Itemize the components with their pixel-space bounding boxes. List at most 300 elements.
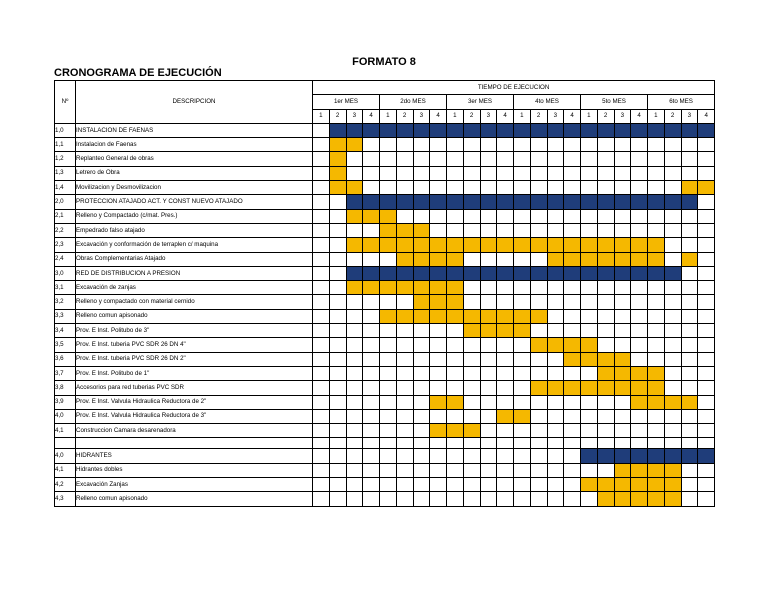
schedule-cell xyxy=(581,281,598,295)
phase-bar-cell xyxy=(346,123,363,137)
schedule-cell xyxy=(313,181,330,195)
schedule-cell xyxy=(313,352,330,366)
schedule-cell xyxy=(313,449,330,463)
schedule-cell xyxy=(664,438,681,449)
phase-bar-cell xyxy=(614,266,631,280)
week-header: 3 xyxy=(346,109,363,123)
phase-row xyxy=(55,123,715,137)
schedule-cell xyxy=(463,409,480,423)
schedule-cell xyxy=(581,324,598,338)
schedule-cell xyxy=(313,424,330,438)
schedule-cell xyxy=(698,352,715,366)
schedule-cell xyxy=(681,295,698,309)
item-description: Prov. E Inst. tuberia PVC SDR 26 DN 2" xyxy=(76,352,313,366)
week-header: 3 xyxy=(614,109,631,123)
schedule-cell xyxy=(681,338,698,352)
schedule-cell xyxy=(564,449,581,463)
schedule-cell xyxy=(597,309,614,323)
activity-bar-cell xyxy=(664,395,681,409)
activity-bar-cell xyxy=(447,295,464,309)
schedule-cell xyxy=(514,449,531,463)
week-header: 2 xyxy=(664,109,681,123)
schedule-cell xyxy=(329,324,346,338)
item-number: 3,2 xyxy=(55,295,76,309)
item-number: 3,6 xyxy=(55,352,76,366)
week-header: 2 xyxy=(597,109,614,123)
week-header: 1 xyxy=(648,109,665,123)
schedule-cell xyxy=(329,281,346,295)
schedule-cell xyxy=(329,492,346,506)
activity-row xyxy=(55,395,715,409)
activity-bar-cell xyxy=(430,424,447,438)
phase-bar-cell xyxy=(480,123,497,137)
schedule-cell xyxy=(497,463,514,477)
activity-bar-cell xyxy=(614,352,631,366)
activity-bar-cell xyxy=(648,381,665,395)
item-description: Accesorios para red tuberias PVC SDR xyxy=(76,381,313,395)
schedule-cell xyxy=(698,266,715,280)
schedule-cell xyxy=(581,295,598,309)
schedule-cell xyxy=(497,152,514,166)
item-description: Construccion Camara desarenadora xyxy=(76,424,313,438)
item-description: HIDRANTES xyxy=(76,449,313,463)
schedule-cell xyxy=(447,138,464,152)
schedule-cell xyxy=(413,338,430,352)
schedule-cell xyxy=(480,478,497,492)
schedule-cell xyxy=(313,138,330,152)
schedule-cell xyxy=(329,438,346,449)
schedule-cell xyxy=(413,395,430,409)
schedule-cell xyxy=(346,395,363,409)
phase-bar-cell xyxy=(497,266,514,280)
schedule-cell xyxy=(430,478,447,492)
item-description: Relleno comun apisonado xyxy=(76,492,313,506)
schedule-cell xyxy=(648,209,665,223)
schedule-cell xyxy=(698,138,715,152)
schedule-cell xyxy=(514,166,531,180)
schedule-cell xyxy=(313,438,330,449)
phase-bar-cell xyxy=(363,123,380,137)
schedule-cell xyxy=(597,138,614,152)
schedule-cell xyxy=(614,152,631,166)
schedule-cell xyxy=(648,438,665,449)
activity-bar-cell xyxy=(346,209,363,223)
schedule-cell xyxy=(363,366,380,380)
phase-bar-cell xyxy=(597,195,614,209)
schedule-cell xyxy=(547,295,564,309)
schedule-cell xyxy=(313,281,330,295)
phase-row xyxy=(55,195,715,209)
schedule-cell xyxy=(329,338,346,352)
schedule-cell xyxy=(597,295,614,309)
schedule-cell xyxy=(380,463,397,477)
schedule-cell xyxy=(313,123,330,137)
schedule-cell xyxy=(631,295,648,309)
activity-bar-cell xyxy=(597,478,614,492)
schedule-cell xyxy=(380,395,397,409)
schedule-cell xyxy=(547,438,564,449)
schedule-cell xyxy=(396,449,413,463)
schedule-cell xyxy=(648,324,665,338)
schedule-cell xyxy=(597,181,614,195)
schedule-cell xyxy=(664,309,681,323)
week-header: 1 xyxy=(447,109,464,123)
schedule-cell xyxy=(564,295,581,309)
schedule-cell xyxy=(480,492,497,506)
schedule-cell xyxy=(430,138,447,152)
item-description: Relleno y compactado con material cernido xyxy=(76,295,313,309)
item-description: Letrero de Obra xyxy=(76,166,313,180)
schedule-cell xyxy=(396,181,413,195)
schedule-cell xyxy=(430,209,447,223)
schedule-cell xyxy=(497,395,514,409)
week-header: 2 xyxy=(463,109,480,123)
schedule-cell xyxy=(463,395,480,409)
schedule-cell xyxy=(547,366,564,380)
schedule-cell xyxy=(380,352,397,366)
month-header: 6to MES xyxy=(648,95,715,109)
schedule-cell xyxy=(380,492,397,506)
schedule-cell xyxy=(380,438,397,449)
schedule-cell xyxy=(614,438,631,449)
phase-bar-cell xyxy=(413,266,430,280)
schedule-cell xyxy=(346,449,363,463)
schedule-cell xyxy=(363,478,380,492)
schedule-cell xyxy=(614,166,631,180)
schedule-cell xyxy=(329,381,346,395)
schedule-cell xyxy=(597,209,614,223)
schedule-cell xyxy=(380,138,397,152)
activity-row xyxy=(55,281,715,295)
item-number: 4,1 xyxy=(55,463,76,477)
header-row-time xyxy=(55,81,715,95)
schedule-cell xyxy=(480,338,497,352)
schedule-cell xyxy=(413,166,430,180)
activity-bar-cell xyxy=(380,223,397,237)
schedule-cell xyxy=(363,295,380,309)
phase-bar-cell xyxy=(447,195,464,209)
item-description: Prov. E Inst. tuberia PVC SDR 26 DN 4" xyxy=(76,338,313,352)
schedule-cell xyxy=(463,438,480,449)
item-number: 3,5 xyxy=(55,338,76,352)
schedule-cell xyxy=(480,366,497,380)
schedule-cell xyxy=(346,478,363,492)
schedule-cell xyxy=(380,366,397,380)
schedule-cell xyxy=(597,223,614,237)
schedule-cell xyxy=(346,324,363,338)
schedule-cell xyxy=(698,438,715,449)
phase-bar-cell xyxy=(631,266,648,280)
activity-bar-cell xyxy=(447,252,464,266)
schedule-cell xyxy=(430,324,447,338)
schedule-cell xyxy=(648,223,665,237)
phase-bar-cell xyxy=(346,266,363,280)
activity-bar-cell xyxy=(396,309,413,323)
phase-bar-cell xyxy=(480,195,497,209)
schedule-cell xyxy=(581,181,598,195)
schedule-cell xyxy=(564,438,581,449)
schedule-cell xyxy=(614,338,631,352)
schedule-cell xyxy=(363,463,380,477)
schedule-cell xyxy=(497,209,514,223)
activity-bar-cell xyxy=(597,381,614,395)
activity-bar-cell xyxy=(480,309,497,323)
schedule-cell xyxy=(447,438,464,449)
activity-bar-cell xyxy=(396,281,413,295)
schedule-cell xyxy=(413,478,430,492)
schedule-cell xyxy=(564,209,581,223)
schedule-cell xyxy=(514,152,531,166)
schedule-cell xyxy=(664,238,681,252)
schedule-cell xyxy=(530,209,547,223)
schedule-cell xyxy=(346,223,363,237)
schedule-cell xyxy=(698,463,715,477)
item-number: 1,3 xyxy=(55,166,76,180)
phase-bar-cell xyxy=(413,195,430,209)
phase-bar-cell xyxy=(597,449,614,463)
schedule-cell xyxy=(597,395,614,409)
schedule-cell xyxy=(681,209,698,223)
schedule-cell xyxy=(480,281,497,295)
schedule-cell xyxy=(463,449,480,463)
activity-bar-cell xyxy=(581,352,598,366)
schedule-cell xyxy=(497,295,514,309)
phase-bar-cell xyxy=(631,195,648,209)
phase-bar-cell xyxy=(430,266,447,280)
schedule-cell xyxy=(346,366,363,380)
item-description xyxy=(76,438,313,449)
schedule-cell xyxy=(681,492,698,506)
phase-bar-cell xyxy=(380,123,397,137)
column-header-num: Nº xyxy=(55,81,76,124)
schedule-cell xyxy=(681,366,698,380)
schedule-cell xyxy=(664,223,681,237)
schedule-cell xyxy=(564,281,581,295)
schedule-cell xyxy=(581,166,598,180)
item-number: 4,0 xyxy=(55,449,76,463)
schedule-cell xyxy=(530,438,547,449)
schedule-cell xyxy=(430,438,447,449)
schedule-cell xyxy=(396,409,413,423)
schedule-cell xyxy=(363,438,380,449)
schedule-cell xyxy=(396,152,413,166)
schedule-cell xyxy=(413,324,430,338)
schedule-cell xyxy=(463,463,480,477)
item-number: 2,4 xyxy=(55,252,76,266)
schedule-cell xyxy=(614,181,631,195)
phase-bar-cell xyxy=(614,449,631,463)
schedule-cell xyxy=(698,366,715,380)
schedule-cell xyxy=(413,181,430,195)
schedule-cell xyxy=(363,338,380,352)
schedule-cell xyxy=(497,352,514,366)
schedule-cell xyxy=(547,492,564,506)
item-description: Empedrado falso atajado xyxy=(76,223,313,237)
schedule-cell xyxy=(329,366,346,380)
activity-bar-cell xyxy=(664,478,681,492)
schedule-cell xyxy=(564,366,581,380)
schedule-cell xyxy=(329,352,346,366)
schedule-cell xyxy=(463,152,480,166)
activity-bar-cell xyxy=(380,238,397,252)
schedule-cell xyxy=(480,181,497,195)
schedule-cell xyxy=(497,138,514,152)
activity-bar-cell xyxy=(413,223,430,237)
activity-bar-cell xyxy=(329,138,346,152)
activity-bar-cell xyxy=(681,252,698,266)
phase-bar-cell xyxy=(463,195,480,209)
schedule-cell xyxy=(698,409,715,423)
activity-bar-cell xyxy=(614,492,631,506)
schedule-cell xyxy=(581,152,598,166)
schedule-cell xyxy=(396,324,413,338)
item-number: 4,1 xyxy=(55,424,76,438)
schedule-cell xyxy=(664,424,681,438)
phase-bar-cell xyxy=(363,195,380,209)
schedule-cell xyxy=(614,138,631,152)
schedule-cell xyxy=(363,449,380,463)
schedule-cell xyxy=(698,492,715,506)
item-number: 2,1 xyxy=(55,209,76,223)
schedule-cell xyxy=(547,181,564,195)
activity-bar-cell xyxy=(497,324,514,338)
schedule-cell xyxy=(447,352,464,366)
activity-bar-cell xyxy=(681,181,698,195)
schedule-cell xyxy=(631,352,648,366)
schedule-cell xyxy=(329,266,346,280)
schedule-cell xyxy=(514,492,531,506)
activity-bar-cell xyxy=(497,238,514,252)
phase-bar-cell xyxy=(447,266,464,280)
spacer-row xyxy=(55,438,715,449)
activity-bar-cell xyxy=(597,252,614,266)
schedule-cell xyxy=(463,352,480,366)
schedule-cell xyxy=(581,424,598,438)
schedule-cell xyxy=(597,338,614,352)
schedule-cell xyxy=(648,166,665,180)
activity-bar-cell xyxy=(631,381,648,395)
schedule-cell xyxy=(396,438,413,449)
schedule-cell xyxy=(396,209,413,223)
phase-bar-cell xyxy=(597,123,614,137)
activity-bar-cell xyxy=(447,238,464,252)
schedule-cell xyxy=(631,338,648,352)
schedule-cell xyxy=(564,309,581,323)
activity-bar-cell xyxy=(480,238,497,252)
schedule-cell xyxy=(530,395,547,409)
schedule-cell xyxy=(631,309,648,323)
schedule-cell xyxy=(447,492,464,506)
schedule-cell xyxy=(447,409,464,423)
activity-bar-cell xyxy=(614,478,631,492)
schedule-cell xyxy=(480,252,497,266)
schedule-cell xyxy=(530,138,547,152)
schedule-cell xyxy=(614,424,631,438)
schedule-cell xyxy=(329,295,346,309)
schedule-cell xyxy=(346,152,363,166)
schedule-cell xyxy=(648,295,665,309)
activity-bar-cell xyxy=(547,338,564,352)
item-number: 3,3 xyxy=(55,309,76,323)
schedule-cell xyxy=(648,338,665,352)
activity-bar-cell xyxy=(380,281,397,295)
schedule-cell xyxy=(363,138,380,152)
activity-row xyxy=(55,223,715,237)
activity-bar-cell xyxy=(430,238,447,252)
schedule-cell xyxy=(664,366,681,380)
schedule-cell xyxy=(581,366,598,380)
phase-bar-cell xyxy=(380,266,397,280)
schedule-cell xyxy=(313,492,330,506)
schedule-cell xyxy=(631,223,648,237)
activity-bar-cell xyxy=(463,324,480,338)
schedule-cell xyxy=(514,209,531,223)
schedule-cell xyxy=(430,409,447,423)
activity-bar-cell xyxy=(564,352,581,366)
phase-bar-cell xyxy=(346,195,363,209)
schedule-cell xyxy=(564,223,581,237)
activity-bar-cell xyxy=(497,309,514,323)
phase-bar-cell xyxy=(380,195,397,209)
schedule-cell xyxy=(313,152,330,166)
schedule-cell xyxy=(363,409,380,423)
activity-row xyxy=(55,463,715,477)
schedule-cell xyxy=(363,181,380,195)
schedule-cell xyxy=(547,424,564,438)
activity-bar-cell xyxy=(530,381,547,395)
activity-bar-cell xyxy=(648,395,665,409)
activity-row xyxy=(55,209,715,223)
activity-bar-cell xyxy=(430,295,447,309)
schedule-cell xyxy=(581,209,598,223)
phase-bar-cell xyxy=(514,266,531,280)
schedule-cell xyxy=(497,424,514,438)
schedule-cell xyxy=(530,492,547,506)
activity-row xyxy=(55,492,715,506)
item-description: Prov. E Inst. Valvula Hidraulica Reductora de 2" xyxy=(76,395,313,409)
activity-bar-cell xyxy=(597,366,614,380)
schedule-cell xyxy=(480,223,497,237)
item-description: Excavación y conformación de terraplen c/ maquina xyxy=(76,238,313,252)
activity-bar-cell xyxy=(648,478,665,492)
schedule-cell xyxy=(547,209,564,223)
activity-row xyxy=(55,324,715,338)
phase-bar-cell xyxy=(581,266,598,280)
activity-bar-cell xyxy=(564,381,581,395)
item-description: Hidrantes dobles xyxy=(76,463,313,477)
activity-bar-cell xyxy=(614,252,631,266)
schedule-cell xyxy=(698,209,715,223)
schedule-cell xyxy=(514,252,531,266)
item-number: 2,0 xyxy=(55,195,76,209)
phase-bar-cell xyxy=(648,195,665,209)
schedule-cell xyxy=(631,324,648,338)
schedule-cell xyxy=(313,295,330,309)
schedule-cell xyxy=(664,324,681,338)
item-description: Prov. E Inst. Valvula Hidraulica Reductora de 3" xyxy=(76,409,313,423)
activity-bar-cell xyxy=(413,238,430,252)
schedule-cell xyxy=(581,309,598,323)
activity-bar-cell xyxy=(664,492,681,506)
schedule-cell xyxy=(313,366,330,380)
phase-bar-cell xyxy=(514,195,531,209)
week-header: 1 xyxy=(514,109,531,123)
activity-bar-cell xyxy=(514,238,531,252)
activity-row xyxy=(55,424,715,438)
activity-row xyxy=(55,309,715,323)
activity-row xyxy=(55,238,715,252)
phase-bar-cell xyxy=(497,195,514,209)
